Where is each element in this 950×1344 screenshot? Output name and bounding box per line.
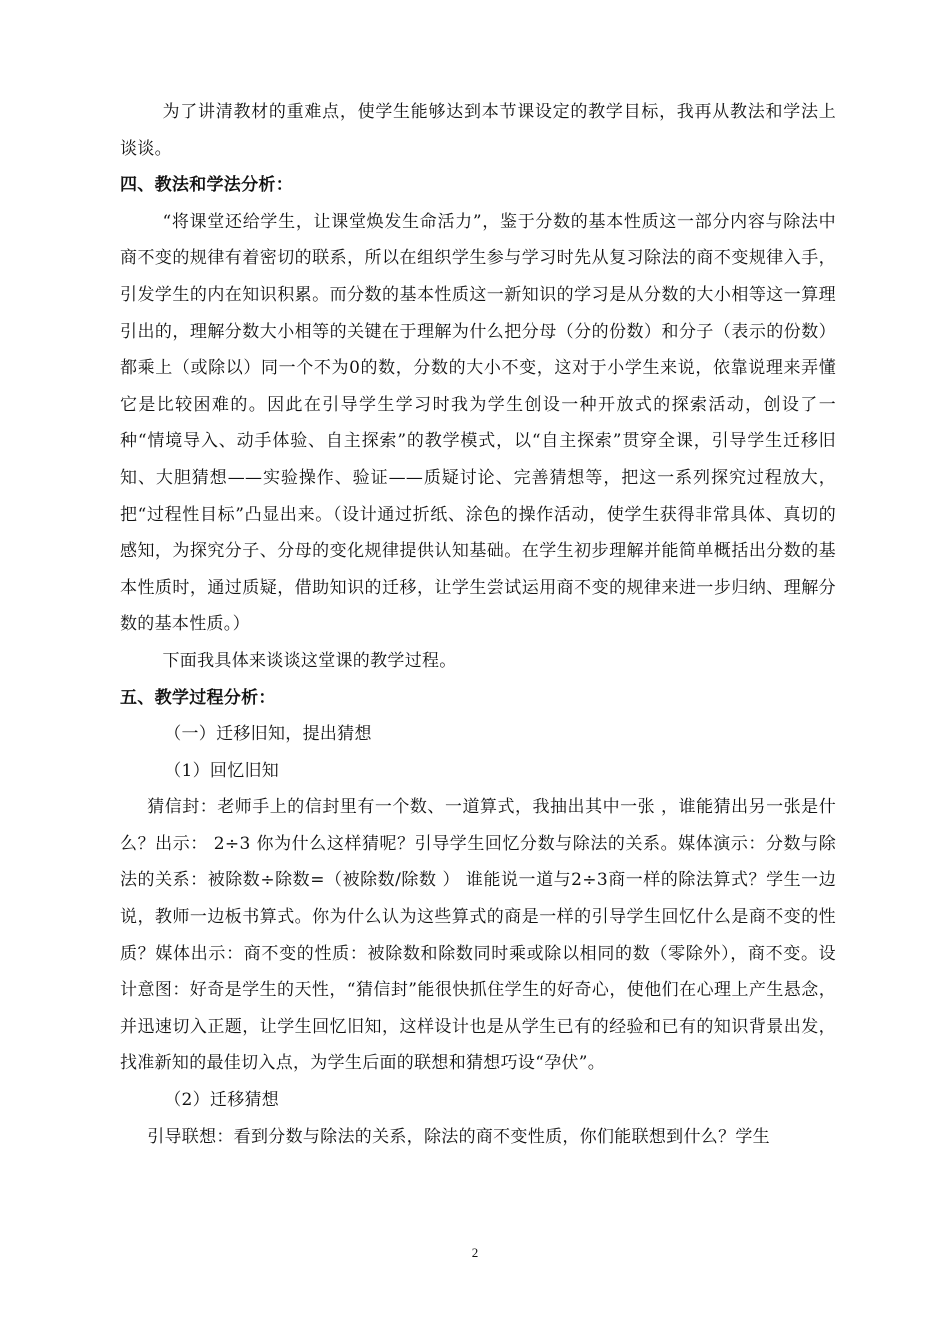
document-body bbox=[120, 94, 836, 1155]
section-heading-5: 五、教学过程分析： bbox=[120, 687, 276, 708]
subsection-heading-1-2: （2）迁移猜想 bbox=[164, 1090, 280, 1111]
intro-paragraph: 为了讲清教材的重难点，使学生能够达到本节课设定的教学目标，我再从教法和学法上谈谈。 bbox=[120, 102, 836, 159]
subsection-heading-1-1: （1）回忆旧知 bbox=[164, 760, 280, 781]
guided-association-paragraph: 引导联想：看到分数与除法的关系，除法的商不变性质，你们能联想到什么？学生 bbox=[147, 1126, 770, 1147]
page-number: 2 bbox=[471, 1245, 479, 1260]
section-heading-4: 四、教法和学法分析： bbox=[120, 175, 293, 196]
methods-paragraph: “将课堂还给学生，让课堂焕发生命活力”，鉴于分数的基本性质这一部分内容与除法中商不变的规律有着密切的联系，所以在组织学生参与学习时先从复习除法的商不变规律入手，引发学生的内在知识积累。而分数的基本性质这一新知识的学习是从分数的大小相等这一算理引出的，理解分数大小相等的关键在于理解为什么把分母（分的份数）和分子（表示的份数）都乘上（或除以）同一个不为0的数，分数的大小不变，这对于小学生来说，依靠说理来弄懂它是比较困难的。因此在引导学生学习时我为学生创设一种开放式的探索活动，创设了一种“情境导入、动手体验、自主探索”的教学模式，以“自主探索”贯穿全课，引导学生迁移旧知、大胆猜想——实验操作、验证——质疑讨论、完善猜想等，把这一系列探究过程放大，把“过程性目标”凸显出来。（设计通过折纸、涂色的操作活动，使学生获得非常具体、真切的感知，为探究分子、分母的变化规律提供认知基础。在学生初步理解并能简单概括出分数的基本性质时，通过质疑，借助知识的迁移，让学生尝试运用商不变的规律来进一步归纳、理解分数的基本性质。） bbox=[120, 211, 836, 635]
transition-paragraph: 下面我具体来谈谈这堂课的教学过程。 bbox=[162, 650, 457, 671]
guess-envelope-paragraph: 猜信封：老师手上的信封里有一个数、一道算式，我抽出其中一张 ，谁能猜出另一张是什么？出示： 2÷3 你为什么这样猜呢？引导学生回忆分数与除法的关系。媒体演示：分数与除法的关系：被除数÷除数=（被除数/除数 ） 谁能说一道与2÷3商一样的除法算式？学生一边说，教师一边板书算式。你为什么认为这些算式的商是一样的引导学生回忆什么是商不变的性质？媒体出示：商不变的性质：被除数和除数同时乘或除以相同的数（零除外），商不变。设计意图：好奇是学生的天性，“猜信封”能很快抓住学生的好奇心，使他们在心理上产生悬念，并迅速切入正题，让学生回忆旧知，这样设计也是从学生已有的经验和已有的知识背景出发，找准新知的最佳切入点，为学生后面的联想和猜想巧设“孕伏”。 bbox=[120, 797, 836, 1074]
subsection-heading-1: （一）迁移旧知，提出猜想 bbox=[164, 724, 372, 745]
